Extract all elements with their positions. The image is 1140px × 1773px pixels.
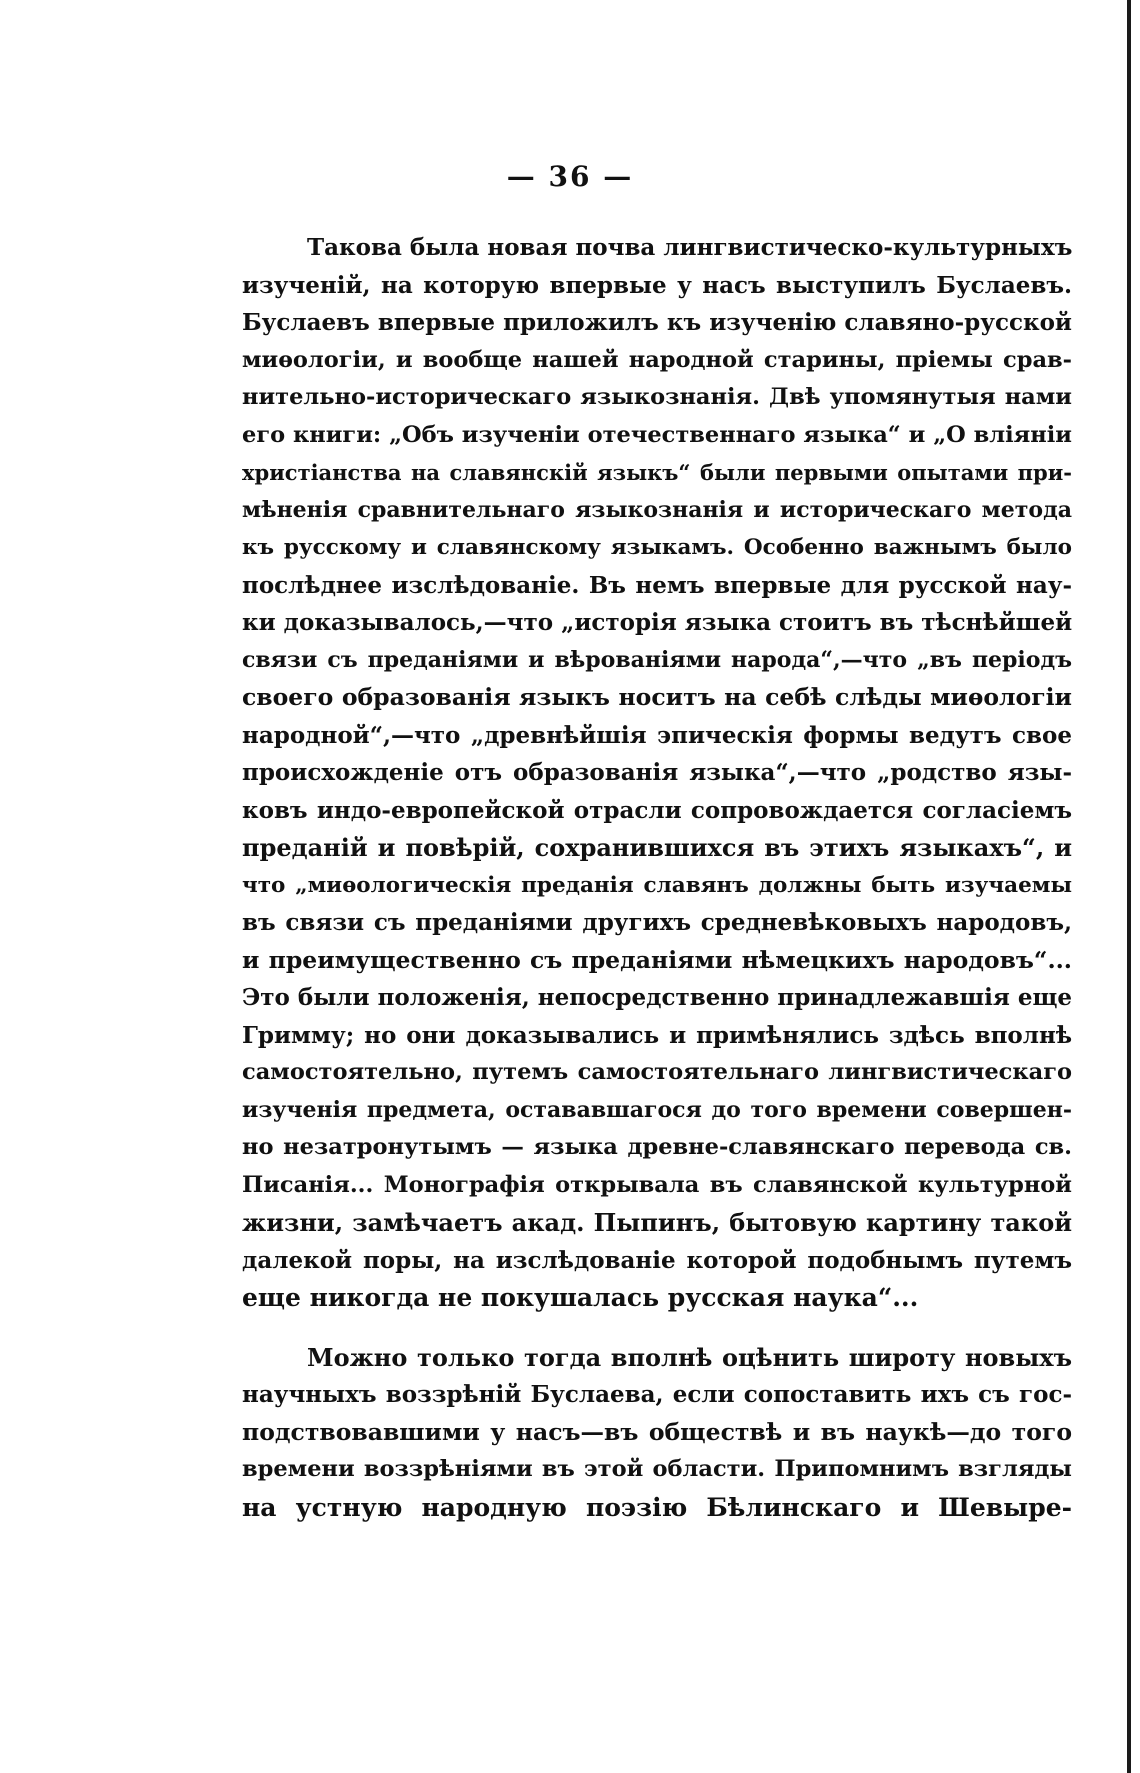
text-line: научныхъ воззрѣній Буслаева, если сопоставить ихъ съ гос- [242, 1381, 1072, 1408]
text-line: къ русскому и славянскому языкамъ. Особенно важнымъ было [242, 535, 1072, 560]
text-line: преданій и повѣрій, сохранившихся въ этихъ языкахъ“, и [242, 833, 1072, 862]
body-text [242, 229, 1072, 1526]
text-line: Это были положенія, непосредственно принадлежавшія еще [242, 984, 1072, 1011]
text-line: послѣднее изслѣдованіе. Въ немъ впервые для русской нау- [242, 571, 1072, 599]
text-line: ковъ индо-европейской отрасли сопровождается согласіемъ [242, 796, 1072, 824]
text-line: и преимущественно съ преданіями нѣмецкихъ народовъ“... [242, 945, 1072, 974]
paragraph-gap [242, 1317, 1072, 1339]
text-line: народной“,—что „древнѣйшія эпическія формы ведутъ свое [242, 721, 1072, 749]
text-line: происхожденіе отъ образованія языка“,—что „родство язы- [242, 759, 1072, 786]
text-line: изученія предмета, остававшагося до того времени совершен- [242, 1096, 1072, 1123]
text-line: въ связи съ преданіями другихъ средневѣковыхъ народовъ, [242, 909, 1072, 936]
text-line: христіанства на славянскій языкъ“ были первыми опытами при- [242, 460, 1072, 485]
text-line: связи съ преданіями и вѣрованіями народа“,—что „въ періодъ [242, 646, 1072, 673]
page-number: — 36 — [506, 160, 634, 193]
text-line: времени воззрѣніями въ этой области. Припомнимъ взгляды [242, 1456, 1072, 1482]
text-line: мѣненія сравнительнаго языкознанія и историческаго метода [242, 496, 1072, 523]
text-line: подствовавшими у насъ—въ обществѣ и въ наукѣ—до того [242, 1417, 1072, 1446]
text-line: изученій, на которую впервые у насъ выступилъ Буслаевъ. [242, 271, 1072, 299]
text-line: жизни, замѣчаетъ акад. Пыпинъ, бытовую картину такой [242, 1208, 1072, 1237]
text-line: миѳологіи, и вообще нашей народной старины, пріемы срав- [242, 346, 1072, 373]
text-line: своего образованія языкъ носитъ на себѣ слѣды миѳологіи [242, 683, 1072, 711]
text-line: Гримму; но они доказывались и примѣнялись здѣсь вполнѣ [242, 1021, 1072, 1049]
text-line: самостоятельно, путемъ самостоятельнаго лингвистическаго [242, 1059, 1072, 1085]
text-line: Можно только тогда вполнѣ оцѣнить широту новыхъ [307, 1342, 1072, 1372]
text-line: нительно-историческаго языкознанія. Двѣ упомянутыя нами [242, 384, 1072, 410]
text-line: далекой поры, на изслѣдованіе которой подобнымъ путемъ [242, 1246, 1072, 1274]
text-line: Буслаевъ впервые приложилъ къ изученію славяно-русской [242, 309, 1072, 336]
text-line: на устную народную поэзію Бѣлинскаго и Шевыре- [242, 1492, 1072, 1522]
text-line: еще никогда не покушалась русская наука“... [242, 1283, 919, 1312]
text-line: Писанія... Монографія открывала въ славянской культурной [242, 1171, 1072, 1198]
text-line: ки доказывалось,—что „исторія языка стоитъ въ тѣснѣйшей [242, 609, 1073, 636]
text-line: его книги: „Объ изученіи отечественнаго языка“ и „О вліяніи [242, 421, 1072, 448]
text-line: что „миѳологическія преданія славянъ должны быть изучаемы [242, 872, 1072, 898]
page-edge-line [1127, 0, 1131, 1773]
text-line: но незатронутымъ — языка древне-славянскаго перевода св. [242, 1134, 1072, 1160]
text-line: Такова была новая почва лингвистическо-культурныхъ [307, 234, 1073, 261]
